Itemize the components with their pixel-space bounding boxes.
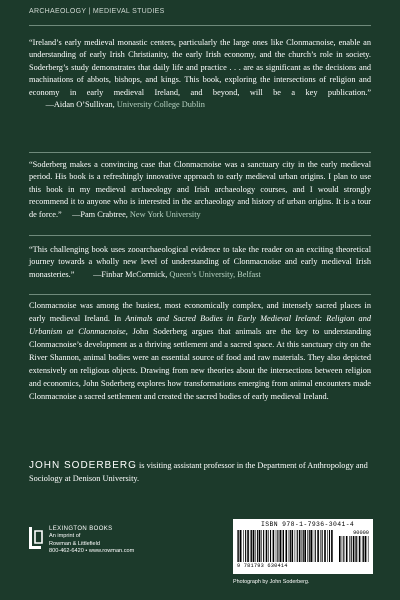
publisher-line: Rowman & Littlefield [49,540,100,547]
quote-author: —Finbar McCormick, [93,269,168,279]
book-description [29,299,371,403]
author-bio [29,459,371,485]
divider [29,152,371,153]
quote-attribution [29,100,205,109]
quote-text: “Soderberg makes a convincing case that Clonmacnoise was a sanctuary city in the early medieval period. His book is a refreshingly innovative approach to early medieval urban origins. I plan to use this book in my medieval archaeology and Irish archaeology courses, and I would strongly recommend it to anyone who is interested in the archaeology and history of urban origins. It is a tour de force.” [29,160,371,219]
ean-digits: 9 781793 630414 [237,563,288,569]
publisher-contact: 800-462-6420 • www.rowman.com [49,547,135,554]
divider [29,25,371,26]
photo-credit: Photograph by John Soderberg. [233,579,310,585]
review-quote-1 [29,37,371,111]
description-text: Clonmacnoise was among the busiest, most economically complex, and intensely sacred places in early medieval Ireland. In [29,301,371,323]
quote-institution: Queen’s University, Belfast [169,269,261,279]
review-quote-2 [29,159,371,221]
review-quote-3 [29,244,371,281]
divider [29,294,371,295]
author-bio-text: is visiting assistant professor in the Department of Anthropology and Sociology at Denison University. [29,461,368,483]
publisher-text [49,526,134,555]
quote-author: —Pam Crabtree, [72,209,128,219]
quote-attribution [64,210,201,219]
divider [29,235,371,236]
isbn-number: ISBN 978-1-7936-3041-4 [261,521,355,528]
quote-institution: New York University [129,209,201,219]
publisher-logo-icon [29,527,45,549]
quote-text: “This challenging book uses zooarchaeological evidence to take the reader on an exciting theoretical journey towards a wholly new level of understanding of Clonmacnoise and early medieval Irish monasteries.” [29,245,371,279]
publisher-name: LEXINGTON BOOKS [49,526,113,532]
author-name: JOHN SODERBERG [29,460,137,471]
description-text: , John Soderberg argues that animals are the key to understanding Clonmacnoise’s development as a thriving settlement and a sacred space. At this sanctuary city on the River Shannon, animal bodies were an essential source of food and raw materials. They also depicted extensively on religious objects. Drawing from new theories about the intersections between religion and economics, John Soderberg explores how transformations emerging from animal encounters made Clonmacnoise a sacred settlement and created the sacred bodies of early medieval Ireland. [29,327,371,401]
publisher-block [29,521,189,591]
category-label: ARCHAEOLOGY | MEDIEVAL STUDIES [29,8,165,15]
addon-digits: 90000 [353,530,369,536]
quote-attribution [76,270,260,279]
addon-barcode-icon [339,536,369,566]
ean-barcode-icon [237,530,333,562]
barcode [233,519,373,574]
quote-institution: University College Dublin [116,100,205,110]
book-title: Animals and Sacred Bodies in Early Medieval Ireland: Religion and Urbanism at Clonmacnoise [29,314,371,336]
quote-text: “Ireland’s early medieval monastic centers, particularly the large ones like Clonmacnoise, enable an understanding of early Irish Christianity, the early Irish economy, and the church’s role in society. Soderberg’s study demonstrates that daily life and practice . . . are as significant as the decisions and machinations of abbots, bishops, and kings. This book, exploring the intersections of religion and economy in early medieval Ireland, and beyond, will be a key publication.” [29,38,371,97]
publisher-line: An imprint of [49,533,81,540]
quote-author: —Aidan O’Sullivan, [45,100,115,110]
